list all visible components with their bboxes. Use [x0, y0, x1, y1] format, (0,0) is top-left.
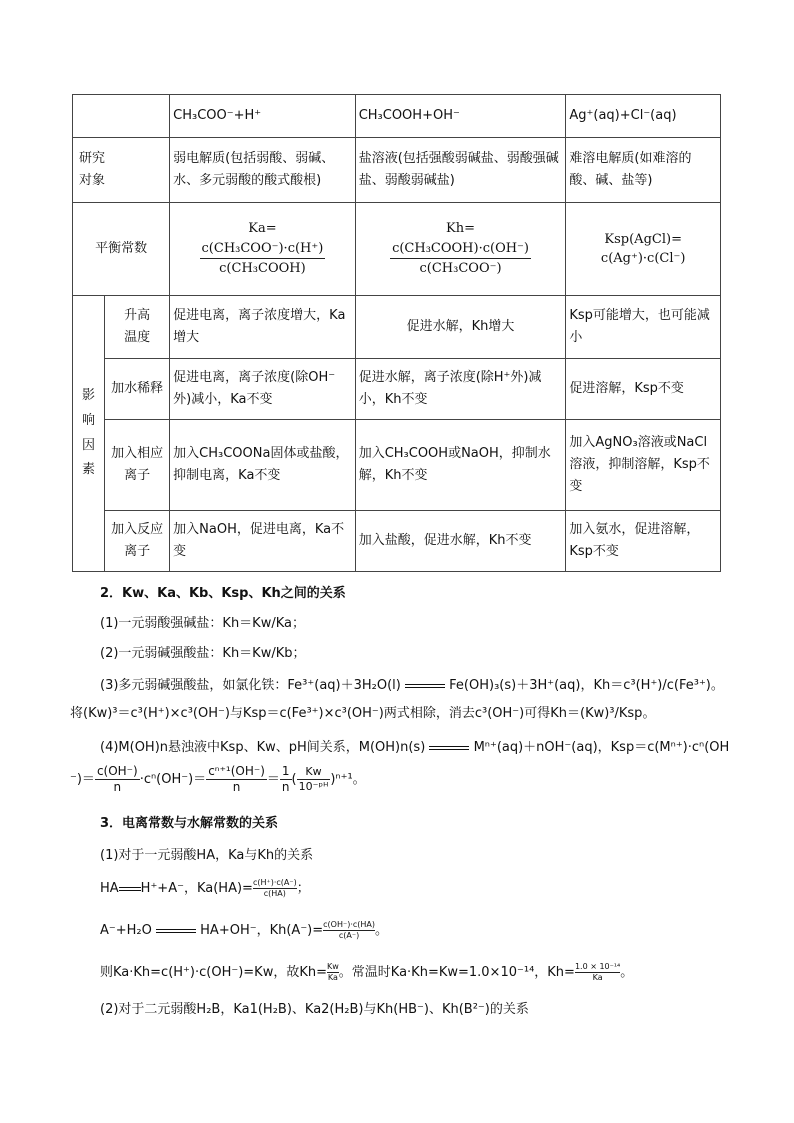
table-cell: 促进电离，离子浓度增大，Ka增大 [170, 296, 356, 359]
fraction [253, 878, 297, 899]
equation-part: )ⁿ⁺¹。 [330, 772, 366, 787]
table-row [73, 359, 721, 420]
table-header-cell: CH₃COO⁻+H⁺ [170, 95, 356, 138]
row-label: 研究 对象 [73, 138, 170, 203]
paragraph [70, 762, 725, 798]
equilibrium-arrow-icon [429, 744, 469, 752]
numerator: Kw [297, 765, 331, 780]
table-header-row [73, 95, 721, 138]
equilibrium-arrow-icon [119, 885, 141, 893]
formula-line: Ksp(AgCl)= [604, 231, 682, 247]
fraction [575, 962, 620, 983]
table-cell: 加入盐酸，促进水解，Kh不变 [355, 511, 566, 572]
ka-formula [170, 203, 356, 296]
equation-part: 。 [620, 965, 634, 980]
numerator: c(OH⁻)·c(HA) [323, 920, 376, 929]
paragraph: (2)一元弱碱强酸盐：Kh＝Kw/Kb； [100, 646, 306, 661]
equation-part: Mⁿ⁺(aq)＋nOH⁻(aq)，Ksp＝c(Mⁿ⁺)·cⁿ(OH [473, 740, 730, 755]
formula-line: c(Ag⁺)·c(Cl⁻) [600, 251, 686, 266]
paragraph [100, 920, 388, 941]
table-row [73, 420, 721, 511]
denominator: n [281, 780, 290, 794]
equilibrium-arrow-icon [405, 682, 445, 690]
fraction [390, 239, 531, 279]
factor-group-label: 影 响 因 素 [73, 296, 105, 572]
table-header-cell: Ag⁺(aq)+Cl⁻(aq) [566, 95, 721, 138]
factor-name: 升高 温度 [104, 296, 169, 359]
formula-head: Kh= [446, 221, 476, 237]
paragraph: (1)对于一元弱酸HA，Ka与Kh的关系 [100, 848, 314, 863]
table-cell: 加入氨水，促进溶解，Ksp不变 [566, 511, 721, 572]
equation-part: ( [291, 772, 297, 787]
table-cell: 弱电解质(包括弱酸、弱碱、水、多元弱酸的酸式酸根) [170, 138, 356, 203]
table-row [73, 296, 721, 359]
equation-part: H⁺+A⁻，Ka(HA)= [140, 881, 253, 896]
equation-part: Fe(OH)₃(s)＋3H⁺(aq)，Kh＝c³(H⁺)/c(Fe³⁺)。 [449, 678, 724, 693]
fraction [200, 239, 326, 279]
denominator: c(A⁻) [338, 931, 360, 940]
equation-part: (3)多元弱碱强酸盐，如氯化铁：Fe³⁺(aq)＋3H₂O(l) [100, 678, 401, 693]
table-cell: 促进溶解，Ksp不变 [566, 359, 721, 420]
paragraph [100, 738, 729, 758]
table-row [73, 203, 721, 296]
table-cell: 促进水解，Kh增大 [355, 296, 566, 359]
numerator: cⁿ⁺¹(OH⁻) [208, 764, 265, 778]
table-cell [73, 95, 170, 138]
factor-name: 加水稀释 [104, 359, 169, 420]
fraction [327, 962, 339, 983]
equation-part: HA [100, 881, 119, 896]
factor-name: 加入相应 离子 [104, 420, 169, 511]
equation-part: 则Ka·Kh=c(H⁺)·c(OH⁻)=Kw，故Kh= [100, 965, 327, 980]
paragraph [100, 676, 724, 696]
numerator: Kw [326, 962, 339, 971]
section-heading: 3．电离常数与水解常数的关系 [100, 816, 279, 831]
section-heading: 2．Kw、Ka、Kb、Ksp、Kh之间的关系 [100, 586, 346, 601]
fraction [280, 764, 292, 795]
table-cell: 盐溶液(包括强酸弱碱盐、弱酸强碱盐、弱酸弱碱盐) [355, 138, 566, 203]
factor-name: 加入反应 离子 [104, 511, 169, 572]
paragraph [100, 878, 310, 899]
denominator: c(HA) [263, 889, 286, 898]
table-row [73, 511, 721, 572]
equation-part: HA+OH⁻，Kh(A⁻)= [200, 923, 324, 938]
denominator: c(CH₃COO⁻) [419, 261, 502, 277]
table-cell: 加入NaOH，促进电离，Ka不变 [170, 511, 356, 572]
paragraph: (1)一元弱酸强碱盐：Kh＝Kw/Ka； [100, 616, 305, 631]
denominator: Ka [592, 973, 603, 982]
equation-part: (4)M(OH)n悬浊液中Ksp、Kw、pH间关系，M(OH)n(s) [100, 740, 426, 755]
numerator: 1.0 × 10⁻¹⁴ [574, 962, 621, 971]
numerator: c(H⁺)·c(A⁻) [252, 878, 297, 887]
table-cell: 促进水解，离子浓度(除H⁺外)减小，Kh不变 [355, 359, 566, 420]
paragraph: (2)对于二元弱酸H₂B，Ka1(H₂B)、Ka2(H₂B)与Kh(HB⁻)、Kh(B²⁻)的关系 [100, 1002, 529, 1017]
equation-part: ＝ [266, 772, 280, 787]
numerator: c(CH₃COO⁻)·c(H⁺) [200, 239, 326, 260]
table-cell: Ksp可能增大，也可能减小 [566, 296, 721, 359]
equation-part: ； [296, 881, 310, 896]
denominator: c(CH₃COOH) [219, 261, 306, 277]
numerator: 1 [281, 764, 290, 778]
table-header-cell: CH₃COOH+OH⁻ [355, 95, 566, 138]
paragraph: 将(Kw)³＝c³(H⁺)×c³(OH⁻)与Ksp＝c(Fe³⁺)×c³(OH⁻)两式相除，消去c³(OH⁻)可得Kh＝(Kw)³/Ksp。 [70, 706, 656, 721]
equation-part: 。 [375, 923, 389, 938]
constants-table [72, 94, 721, 572]
table-cell: 加入CH₃COONa固体或盐酸，抑制电离，Ka不变 [170, 420, 356, 511]
table-cell: 难溶电解质(如难溶的酸、碱、盐等) [566, 138, 721, 203]
denominator: n [113, 780, 122, 794]
fraction [323, 920, 375, 941]
paragraph [100, 962, 633, 983]
ksp-formula [566, 203, 721, 296]
denominator: 10⁻ᵖᴴ [298, 780, 329, 793]
equation-part: A⁻+H₂O [100, 923, 152, 938]
table-cell: 促进电离，离子浓度(除OH⁻外)减小，Ka不变 [170, 359, 356, 420]
table-cell: 加入CH₃COOH或NaOH，抑制水解，Kh不变 [355, 420, 566, 511]
denominator: n [232, 780, 241, 794]
formula-head: Ka= [248, 221, 277, 237]
denominator: Ka [327, 973, 338, 982]
fraction [95, 764, 140, 795]
row-label: 平衡常数 [73, 203, 170, 296]
equation-part: ⁻)＝ [70, 772, 95, 787]
equation-part: 。常温时Ka·Kh=Kw=1.0×10⁻¹⁴，Kh= [338, 965, 575, 980]
equilibrium-arrow-icon [156, 927, 196, 935]
fraction [206, 764, 267, 795]
numerator: c(OH⁻) [96, 764, 138, 778]
table-cell: 加入AgNO₃溶液或NaCl溶液，抑制溶解，Ksp不变 [566, 420, 721, 511]
fraction [297, 765, 331, 794]
numerator: c(CH₃COOH)·c(OH⁻) [390, 239, 531, 260]
equation-part: ·cⁿ(OH⁻)＝ [139, 772, 207, 787]
kh-formula [355, 203, 566, 296]
table-row [73, 138, 721, 203]
